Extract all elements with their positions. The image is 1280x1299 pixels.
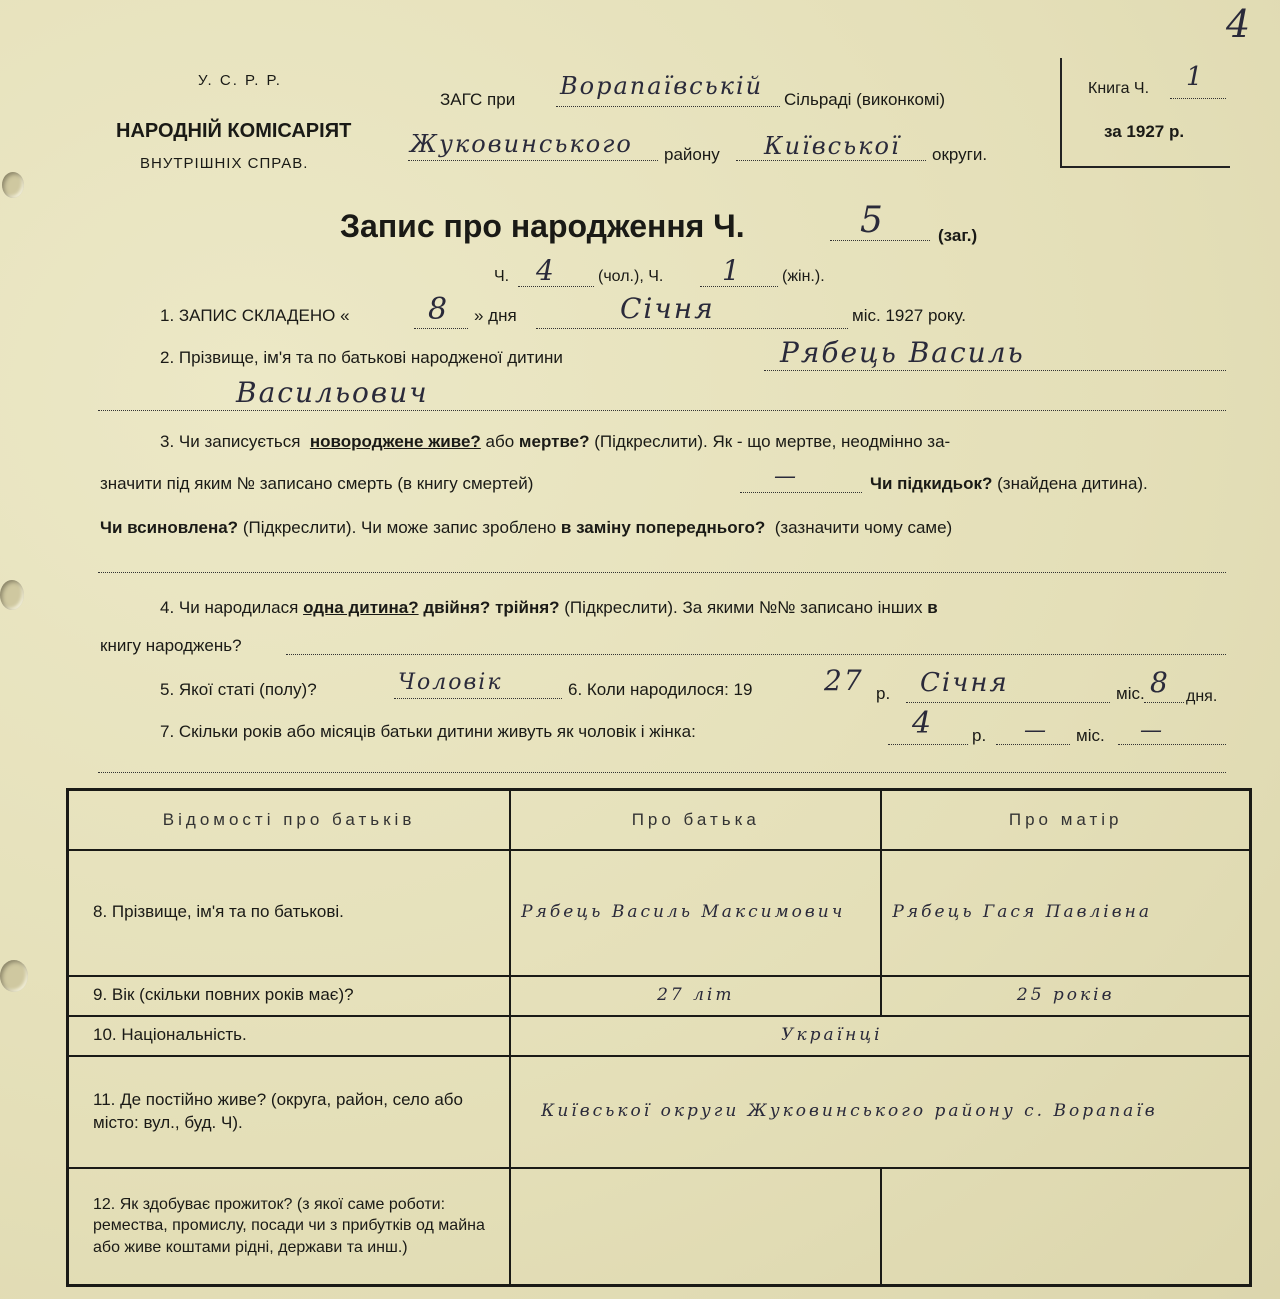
q6-month: Січня bbox=[920, 668, 1009, 698]
q4-single: одна дитина? bbox=[303, 598, 419, 617]
record-number-line bbox=[830, 240, 930, 241]
q4-line1: 4. Чи народилася одна дитина? двійня? трійня? (Підкреслити). За якими №№ записано інших в bbox=[160, 598, 938, 617]
q6-day: 8 bbox=[1150, 666, 1170, 699]
col-header-info: Відомості про батьків bbox=[68, 790, 511, 850]
parents-table bbox=[66, 788, 1252, 1287]
q3-alive: новороджене живе? bbox=[309, 432, 481, 451]
q6-r: р. bbox=[876, 684, 891, 703]
q1-day-line bbox=[414, 328, 468, 329]
q3-death-no: — bbox=[774, 464, 798, 489]
female-label: (жін.). bbox=[782, 268, 825, 285]
table-row bbox=[68, 1016, 1251, 1056]
q3-line2: значити під яким № записано смерть (в книгу смертей) bbox=[100, 474, 534, 493]
q1-prefix: 1. ЗАПИС СКЛАДЕНО « bbox=[160, 306, 350, 325]
punch-hole bbox=[2, 172, 24, 198]
q6-label: 6. Коли народилося: 19 bbox=[568, 680, 753, 699]
q7-mis: міс. bbox=[1076, 726, 1105, 745]
q1-year: міс. 1927 року. bbox=[852, 306, 967, 325]
q6-mis: міс. bbox=[1116, 684, 1145, 703]
commissariat-title: НАРОДНІЙ КОМІСАРІЯТ bbox=[116, 120, 352, 142]
q5-label: 5. Якої статі (полу)? bbox=[160, 680, 317, 699]
q2-label: 2. Прізвище, ім'я та по батькові народженої дитини bbox=[160, 348, 563, 367]
q7-years-line bbox=[888, 744, 968, 745]
male-count-line bbox=[518, 286, 594, 287]
q5-sex-line bbox=[394, 698, 562, 699]
row-label-nationality: 10. Національність. bbox=[68, 1016, 511, 1056]
q1-mid: » дня bbox=[474, 306, 517, 325]
district-line bbox=[408, 160, 658, 161]
q7-label: 7. Скільки років або місяців батьки дитини живуть як чоловік і жінка: bbox=[160, 722, 696, 741]
zags-prefix: ЗАГС при bbox=[440, 90, 516, 109]
q3-line3: Чи всиновлена? (Підкреслити). Чи може запис зроблено в заміну попереднього? (зазначити чому саме) bbox=[100, 518, 953, 537]
book-number: 1 bbox=[1186, 62, 1205, 92]
col-header-father: Про батька bbox=[510, 790, 881, 850]
q6-dnia: дня. bbox=[1186, 688, 1218, 705]
female-count: 1 bbox=[722, 254, 742, 287]
row-label-livelihood: 12. Як здобуває прожиток? (з якої саме роботи: ремества, промислу, посади чи з прибутків од майна або живе коштами рідні, держави та инш.) bbox=[68, 1168, 511, 1286]
record-gen-label: (заг.) bbox=[938, 226, 978, 245]
child-name-line1: Рябець Василь bbox=[780, 336, 1025, 369]
q3-line4 bbox=[98, 572, 1226, 573]
mother-livelihood bbox=[881, 1168, 1250, 1286]
q6-day-line bbox=[1144, 702, 1184, 703]
table-header-row bbox=[68, 790, 1251, 850]
district-name: Жуковинського bbox=[410, 130, 633, 158]
q1-month: Січня bbox=[620, 292, 715, 325]
q3-line1: 3. Чи записується новороджене живе? або мертве? (Підкреслити). Як - що мертве, неодмінно за- bbox=[160, 432, 951, 451]
father-livelihood bbox=[510, 1168, 881, 1286]
okruha-name: Київської bbox=[764, 132, 901, 160]
zags-suffix: Сільраді (виконкомі) bbox=[784, 90, 946, 109]
book-label: Книга Ч. bbox=[1088, 80, 1150, 97]
table-row bbox=[68, 1168, 1251, 1286]
okruha-label: округи. bbox=[932, 145, 988, 164]
q7-years: 4 bbox=[912, 706, 934, 741]
female-count-line bbox=[700, 286, 778, 287]
male-label: (чол.), Ч. bbox=[598, 268, 664, 285]
book-year: за 1927 р. bbox=[1104, 122, 1185, 141]
q7-months: — bbox=[1024, 718, 1048, 743]
father-name: Рябець Василь Максимович bbox=[510, 850, 881, 976]
male-count: 4 bbox=[536, 254, 556, 287]
book-number-line bbox=[1170, 98, 1226, 99]
record-title: Запис про народження Ч. bbox=[340, 208, 745, 244]
q4-books-line bbox=[286, 654, 1226, 655]
punch-hole bbox=[0, 960, 28, 992]
row-label-name: 8. Прізвище, ім'я та по батькові. bbox=[68, 850, 511, 976]
q3-death-line bbox=[740, 492, 862, 493]
q2-line1 bbox=[764, 370, 1226, 371]
q2-line2 bbox=[98, 410, 1226, 411]
q1-day: 8 bbox=[428, 292, 450, 327]
q7-line2 bbox=[98, 772, 1226, 773]
q3-line2b: Чи підкидьок? (знайдена дитина). bbox=[870, 474, 1148, 493]
zags-place: Ворапаївській bbox=[560, 72, 764, 100]
q7-r: р. bbox=[972, 726, 987, 745]
count-ch-label: Ч. bbox=[494, 268, 510, 285]
table-row bbox=[68, 850, 1251, 976]
q7-tail: — bbox=[1140, 718, 1164, 743]
record-number: 5 bbox=[860, 200, 885, 241]
q1-month-line bbox=[536, 328, 848, 329]
father-age: 27 літ bbox=[510, 976, 881, 1016]
table-row bbox=[68, 976, 1251, 1016]
q6-year: 27 bbox=[824, 664, 864, 697]
col-header-mother: Про матір bbox=[881, 790, 1250, 850]
q5-sex: Чоловік bbox=[398, 670, 503, 695]
child-name-line2: Васильович bbox=[236, 376, 429, 409]
mother-age: 25 років bbox=[881, 976, 1250, 1016]
parents-residence: Київської округи Жуковинського району с. Ворапаїв bbox=[510, 1056, 1250, 1168]
q4-line2: книгу народжень? bbox=[100, 636, 242, 655]
district-label: району bbox=[664, 145, 720, 164]
parents-nationality: Українці bbox=[510, 1016, 1250, 1056]
q7-tail-line bbox=[1118, 744, 1226, 745]
okruha-line bbox=[736, 160, 926, 161]
ussr-label: У. С. Р. Р. bbox=[198, 72, 282, 89]
zags-place-line bbox=[556, 106, 780, 107]
internal-affairs-label: ВНУТРІШНІХ СПРАВ. bbox=[140, 155, 309, 172]
row-label-age: 9. Вік (скільки повних років має)? bbox=[68, 976, 511, 1016]
page-number: 4 bbox=[1226, 2, 1253, 46]
punch-hole bbox=[0, 580, 24, 610]
table-row bbox=[68, 1056, 1251, 1168]
q7-months-line bbox=[996, 744, 1070, 745]
row-label-residence: 11. Де постійно живе? (округа, район, село або місто: вул., буд. Ч). bbox=[68, 1056, 511, 1168]
q6-month-line bbox=[906, 702, 1110, 703]
mother-name: Рябець Гася Павлівна bbox=[881, 850, 1250, 976]
